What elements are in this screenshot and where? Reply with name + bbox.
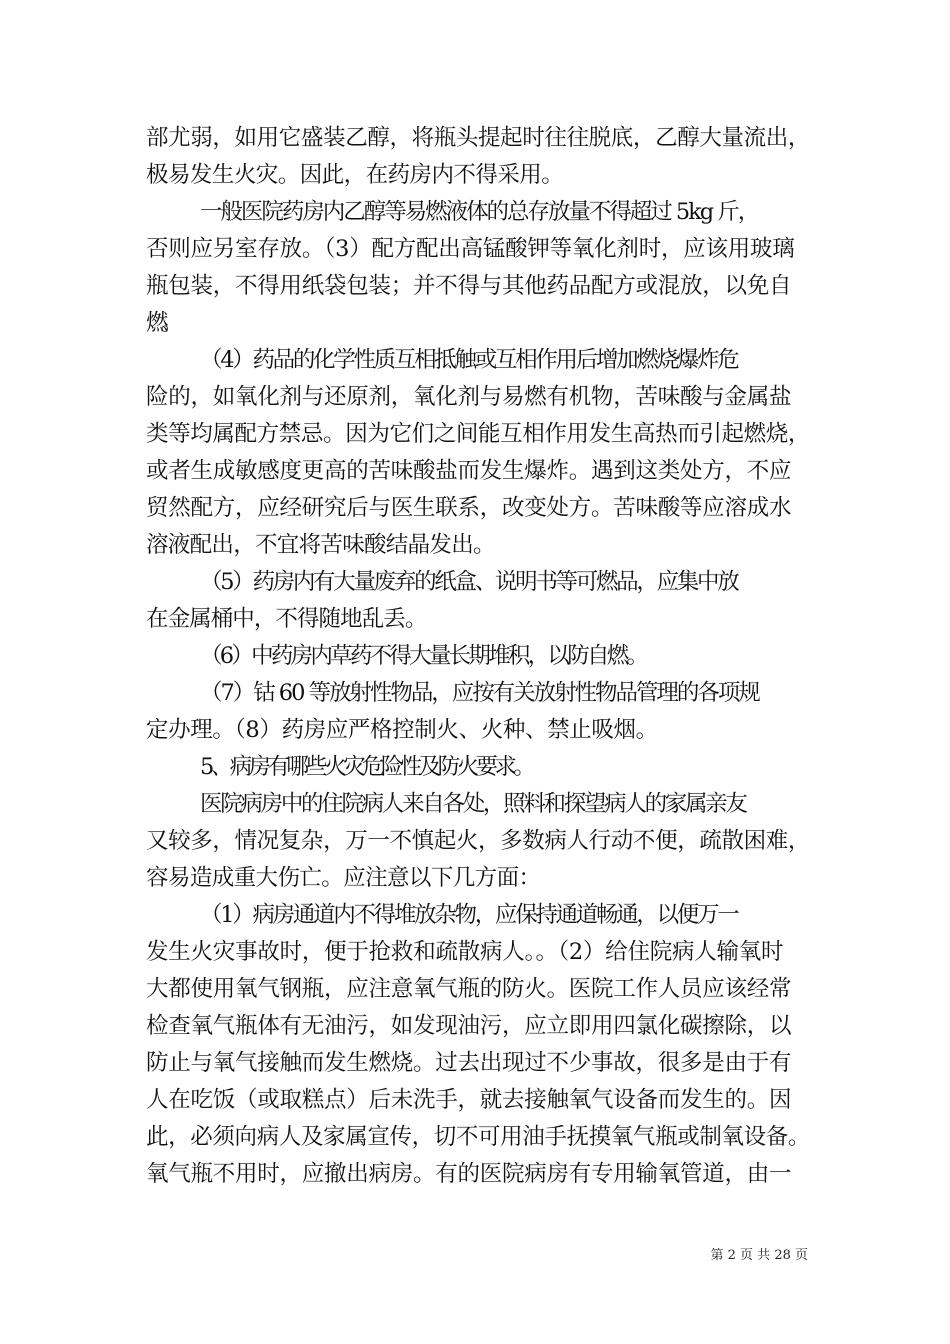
body-line-3: 一般医院药房内乙醇等易燃液体的总存放量不得超过 5kg 斤， [200, 199, 759, 225]
body-line-15: （6）中药房内草药不得大量长期堆积，以防自燃。 [200, 643, 647, 669]
page-number-footer: 第 2 页 共 28 页 [710, 1248, 808, 1263]
body-line-16: （7）钴 60 等放射性物品，应按有关放射性物品管理的各项规 [200, 680, 759, 706]
body-line-10: 或者生成敏感度更高的苦味酸盐而发生爆炸。遇到这类处方，不应 [146, 458, 792, 484]
body-line-2: 极易发生火灾。因此，在药房内不得采用。 [146, 162, 564, 188]
body-line-21: 容易造成重大伤亡。应注意以下几方面： [146, 865, 541, 891]
body-line-7: （4）药品的化学性质互相抵触或互相作用后增加燃烧爆炸危 [200, 347, 738, 373]
body-line-6: 燃。 [146, 310, 176, 336]
body-line-12: 溶液配出，不宜将苦味酸结晶发出。 [146, 532, 495, 558]
body-line-23: 发生火灾事故时，便于抢救和疏散病人。。（2）给住院病人输氧时 [146, 939, 784, 965]
body-line-28: 此，必须向病人及家属宣传，切不可用油手抚摸氧气瓶或制氧设备。 [146, 1124, 811, 1150]
body-line-11: 贸然配方，应经研究后与医生联系，改变处方。苦味酸等应溶成水 [146, 495, 792, 521]
body-line-22: （1）病房通道内不得堆放杂物，应保持通道畅通，以便万一 [200, 902, 738, 928]
body-line-29: 氧气瓶不用时，应撤出病房。有的医院病房有专用输氧管道，由一 [146, 1161, 792, 1187]
body-line-8: 险的，如氧化剂与还原剂，氧化剂与易燃有机物，苦味酸与金属盐 [146, 384, 792, 410]
body-line-19: 医院病房中的住院病人来自各处，照料和探望病人的家属亲友 [200, 791, 746, 817]
body-line-27: 人在吃饭（或取糕点）后未洗手，就去接触氧气设备而发生的。因 [146, 1087, 792, 1113]
body-line-13: （5）药房内有大量废弃的纸盒、说明书等可燃品，应集中放 [200, 569, 738, 595]
body-line-4: 否则应另室存放。（3）配方配出高锰酸钾等氧化剂时，应该用玻璃 [146, 236, 795, 262]
body-line-14: 在金属桶中，不得随地乱丢。 [146, 606, 427, 632]
body-line-17: 定办理。（8）药房应严格控制火、火种、禁止吸烟。 [146, 717, 658, 743]
body-line-9: 类等均属配方禁忌。因为它们之间能互相作用发生高热而引起燃烧， [146, 421, 811, 447]
body-line-26: 防止与氧气接触而发生燃烧。过去出现过不少事故，很多是由于有 [146, 1050, 792, 1076]
body-line-24: 大都使用氧气钢瓶，应注意氧气瓶的防火。医院工作人员应该经常 [146, 976, 792, 1002]
body-line-5: 瓶包装，不得用纸袋包装；并不得与其他药品配方或混放，以免自 [146, 273, 792, 299]
body-line-20: 又较多，情况复杂，万一不慎起火，多数病人行动不便，疏散困难， [146, 828, 811, 854]
body-line-25: 检查氧气瓶体有无油污，如发现油污，应立即用四氯化碳擦除，以 [146, 1013, 792, 1039]
body-line-1: 部尤弱，如用它盛装乙醇，将瓶头提起时往往脱底，乙醇大量流出， [146, 125, 811, 151]
section-heading: 5、病房有哪些火灾危险性及防火要求。 [200, 754, 533, 780]
